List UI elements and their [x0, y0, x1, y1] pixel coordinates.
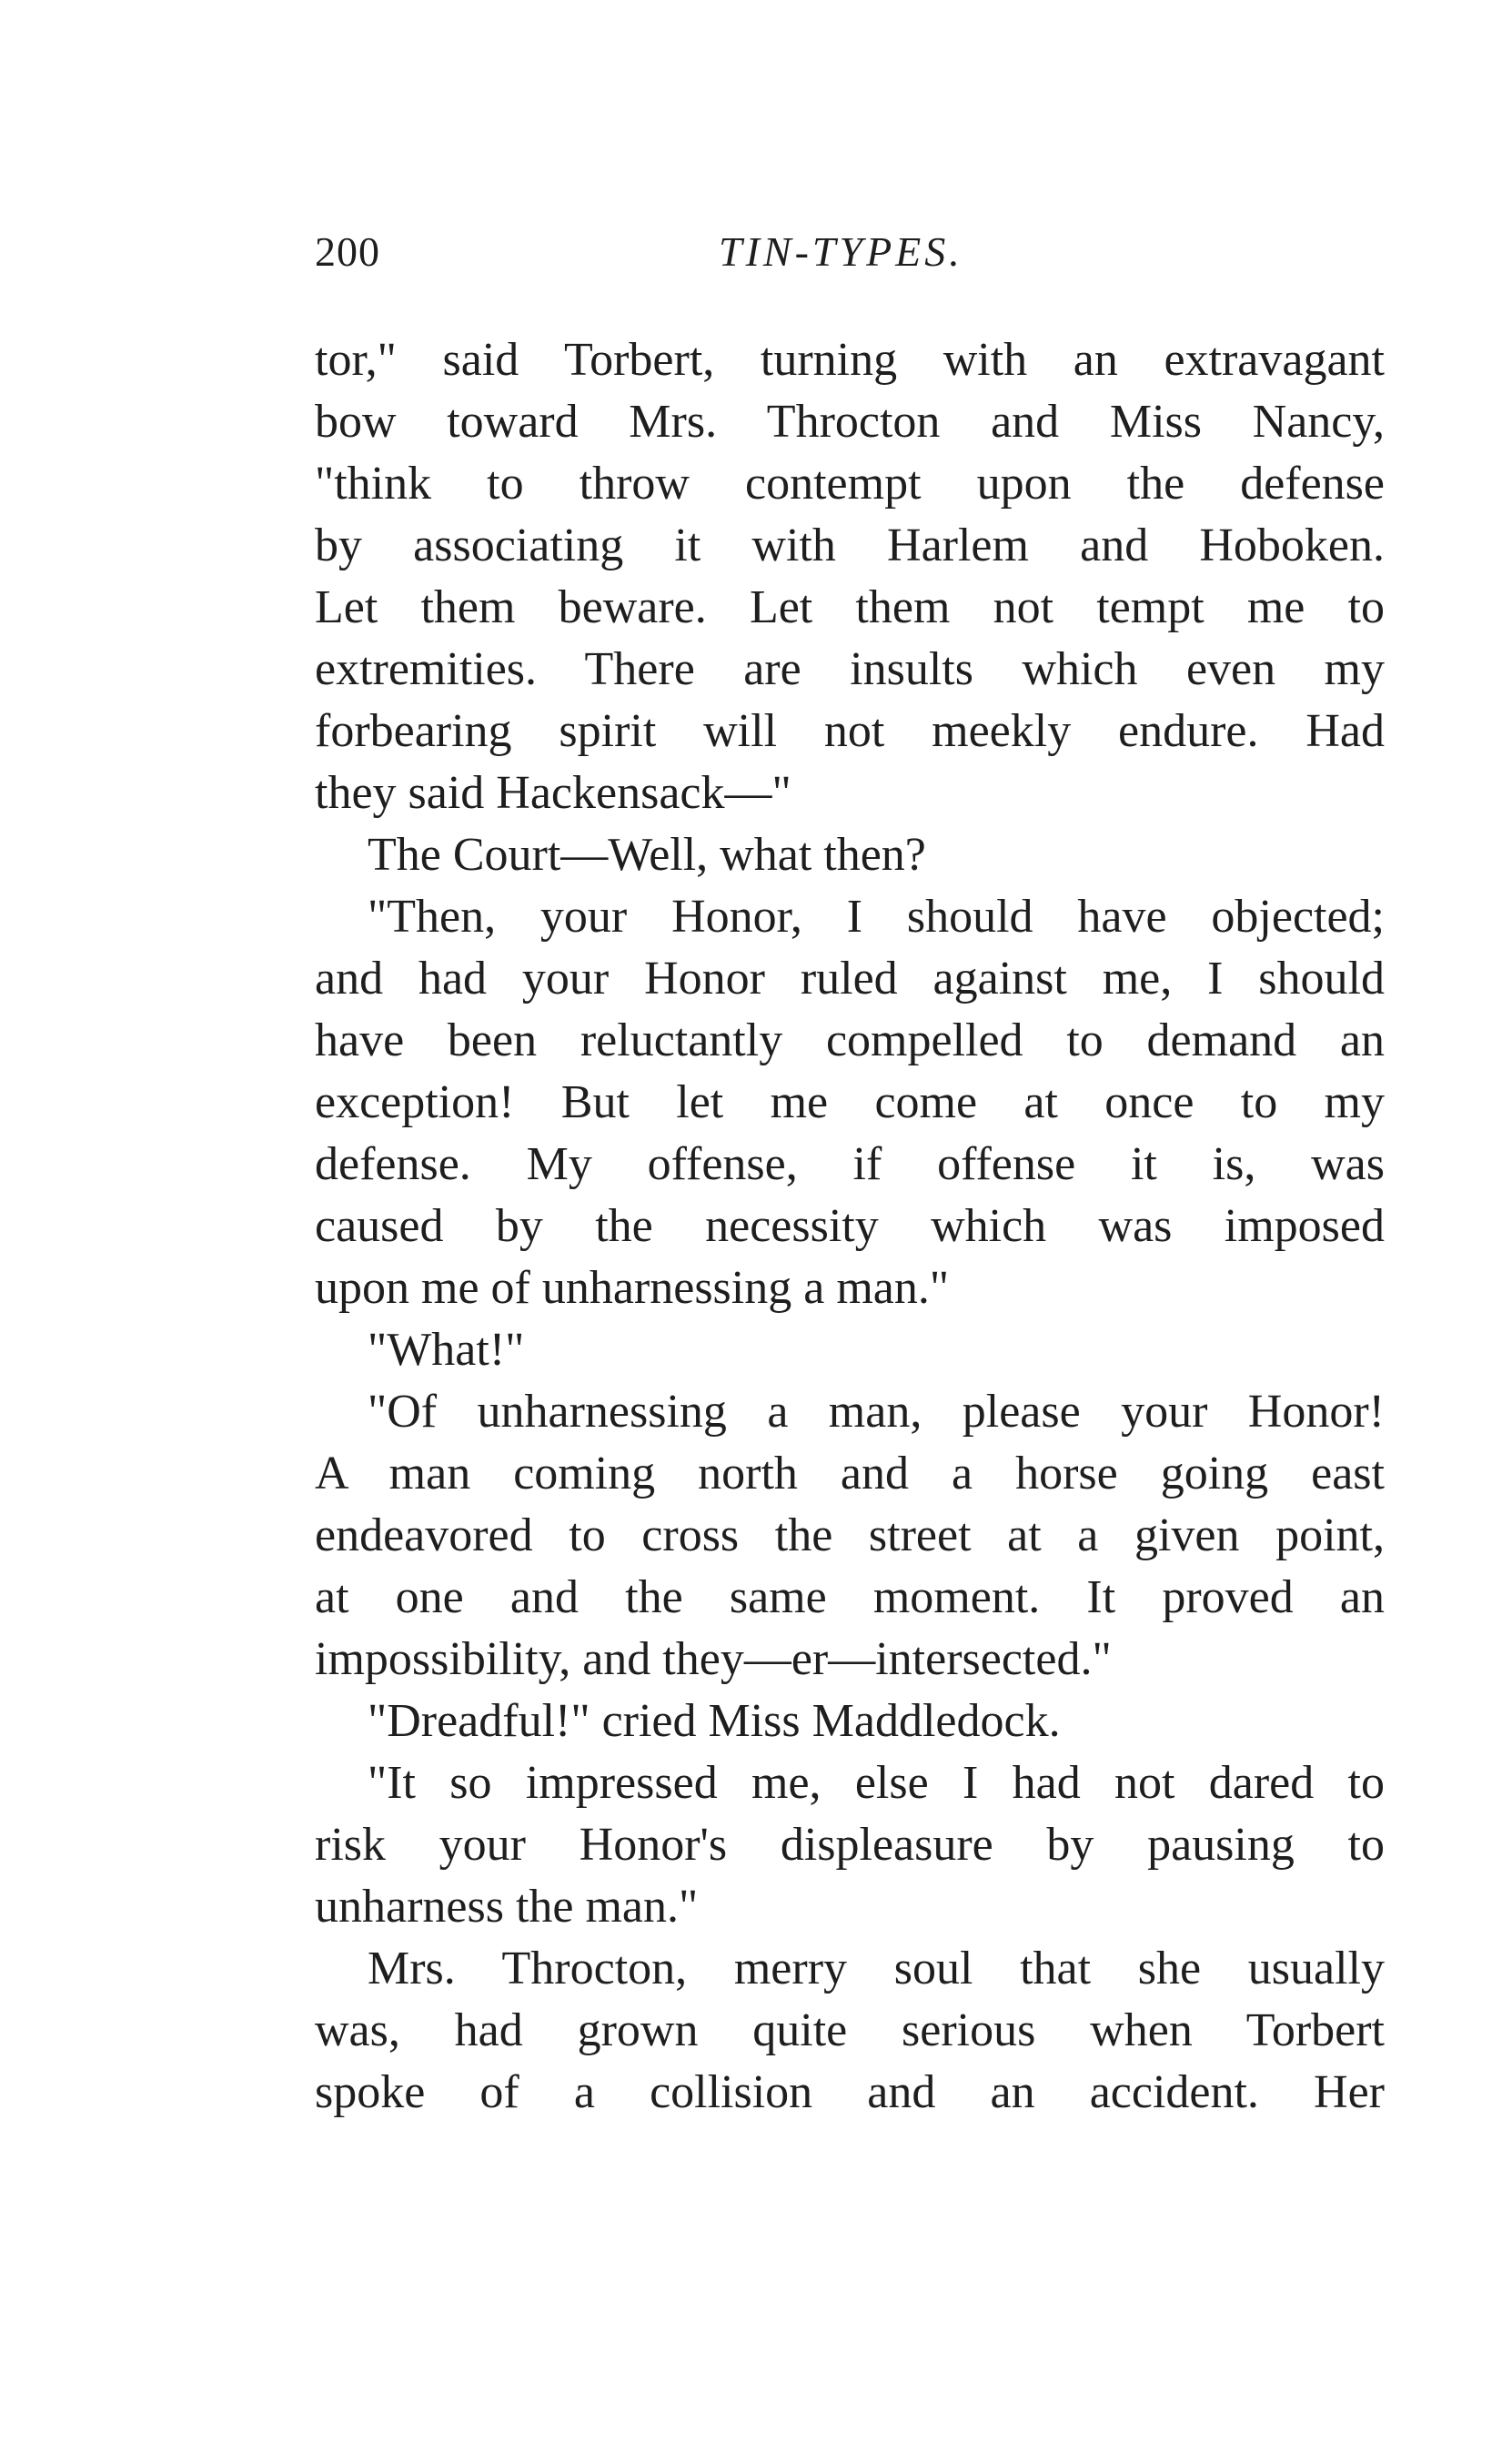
page-number: 200	[315, 228, 380, 275]
text-line: Let them beware. Let them not tempt me to	[315, 581, 1385, 633]
text-line: extremities. There are insults which even my	[315, 643, 1385, 695]
text-line: have been reluctantly compelled to demand an	[315, 1015, 1385, 1066]
page-header	[0, 227, 1512, 291]
text-line: caused by the necessity which was imposed	[315, 1200, 1385, 1252]
text-line: defense. My offense, if offense it is, was	[315, 1138, 1385, 1190]
text-line: endeavored to cross the street at a given point,	[315, 1509, 1385, 1561]
text-line: The Court—Well, what then?	[368, 829, 926, 881]
text-line: and had your Honor ruled against me, I should	[315, 953, 1385, 1004]
running-head: TIN-TYPES.	[719, 228, 963, 275]
text-line: tor," said Torbert, turning with an extravagant	[315, 334, 1385, 386]
text-line: "think to throw contempt upon the defense	[315, 458, 1385, 510]
text-line: was, had grown quite serious when Torbert	[315, 2004, 1385, 2056]
text-line: "It so impressed me, else I had not dared to	[368, 1757, 1385, 1809]
text-line: impossibility, and they—er—intersected."	[315, 1633, 1112, 1685]
text-line: "Of unharnessing a man, please your Honor!	[368, 1386, 1385, 1438]
text-line: spoke of a collision and an accident. Her	[315, 2066, 1385, 2118]
text-line: exception! But let me come at once to my	[315, 1076, 1385, 1128]
text-line: A man coming north and a horse going east	[315, 1448, 1385, 1499]
text-line: risk your Honor's displeasure by pausing to	[315, 1819, 1385, 1871]
text-line: by associating it with Harlem and Hoboken.	[315, 520, 1385, 571]
text-line: unharness the man."	[315, 1881, 699, 1933]
text-line: upon me of unharnessing a man."	[315, 1262, 950, 1314]
text-line: at one and the same moment. It proved an	[315, 1571, 1385, 1623]
text-line: "Then, your Honor, I should have objected;	[368, 891, 1385, 943]
text-line: Mrs. Throcton, merry soul that she usually	[368, 1943, 1385, 1994]
text-line: forbearing spirit will not meekly endure. Had	[315, 705, 1385, 757]
body-text	[315, 329, 1385, 2124]
text-line: bow toward Mrs. Throcton and Miss Nancy,	[315, 396, 1385, 448]
text-line: "Dreadful!" cried Miss Maddledock.	[368, 1695, 1061, 1747]
text-line: "What!"	[368, 1324, 525, 1376]
text-line: they said Hackensack—"	[315, 767, 791, 819]
